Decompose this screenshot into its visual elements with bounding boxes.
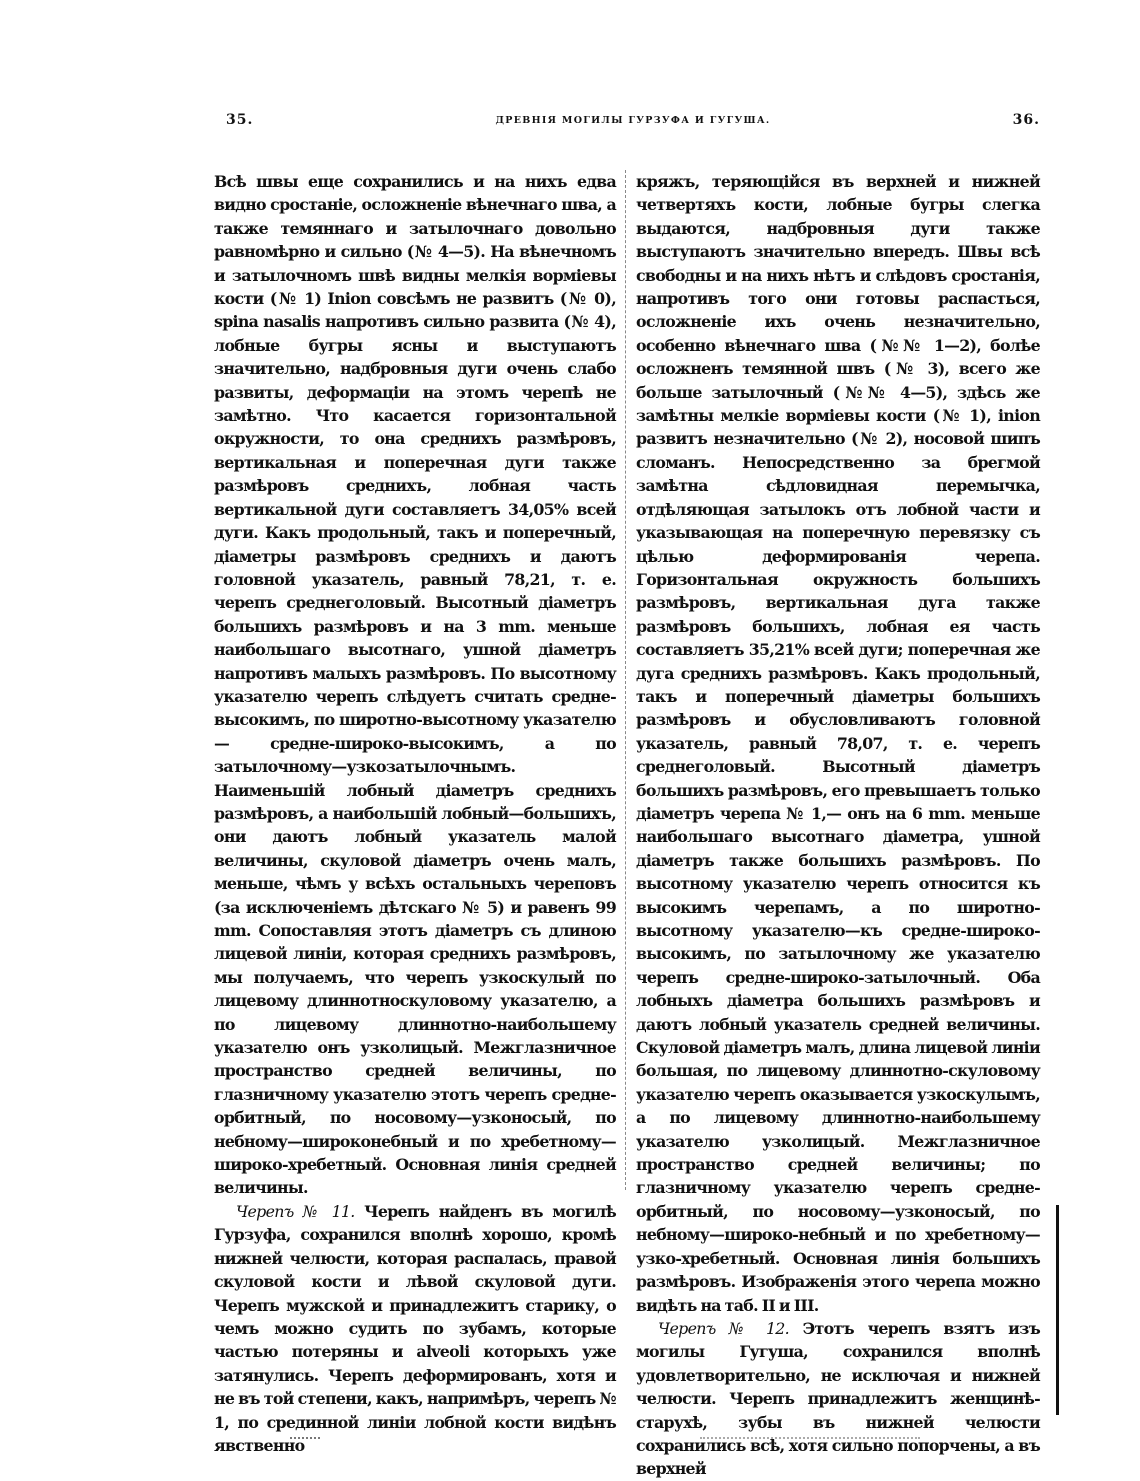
scan-specks — [700, 1437, 920, 1441]
column-divider — [625, 170, 626, 1190]
scan-specks — [290, 1437, 320, 1441]
paragraph-text: Этотъ черепъ взятъ изъ могилы Гугуша, сохранился вполнѣ удовлетворительно, не исключая и нижней челюсти. Черепъ принадлежитъ женщинѣ-старухѣ, зубы въ нижней челюсти сохранились всѣ, хотя сильно попорчены, а въ верхней — [636, 1318, 1040, 1479]
scan-edge-mark — [1056, 1205, 1059, 1415]
page-number-right: 36. — [1012, 112, 1040, 128]
page-number-left: 35. — [226, 112, 254, 128]
skull-heading: Черепъ № 12. — [658, 1318, 789, 1338]
paragraph — [214, 1200, 616, 1457]
right-column — [636, 170, 1040, 1481]
page-header — [226, 112, 1040, 134]
paragraph-text: Черепъ найденъ въ могилѣ Гурзуфа, сохранился вполнѣ хорошо, кромѣ нижней челюсти, которая распалась, правой скуловой кости и лѣвой скуловой дуги. Черепъ мужской и принадлежитъ старику, о чемъ можно судить по зубамъ, которые частью потеряны и alveoli которыхъ уже затянулись. Черепъ деформированъ, хотя и не въ той степени, какъ, напримѣръ, черепъ № 1, по срединной линіи лобной кости видѣнъ явственно — [214, 1201, 616, 1455]
paragraph — [636, 1317, 1040, 1481]
running-title: ДРЕВНІЯ МОГИЛЫ ГУРЗУФА И ГУГУША. — [495, 115, 771, 126]
paragraph: Всѣ швы еще сохранились и на нихъ едва видно сростаніе, осложненіе вѣнечнаго шва, а также темяннаго и затылочнаго довольно равномѣрно и сильно (№ 4—5). На вѣнечномъ и затылочномъ швѣ видны мелкія ворміевы кости (№ 1) Inion совсѣмъ не развитъ (№ 0), spina nasalis напротивъ сильно развита (№ 4), лобные бугры ясны и выступаютъ значительно, надбровныя дуги очень слабо развиты, деформаціи на этомъ черепѣ не замѣтно. Что касается горизонтальной окружности, то она среднихъ размѣровъ, вертикальная и поперечная дуги также размѣровъ среднихъ, лобная часть вертикальной дуги составляетъ 34,05% всей дуги. Какъ продольный, такъ и поперечный, діаметры размѣровъ среднихъ и даютъ головной указатель, равный 78,21, т. е. черепъ среднеголовый. Высотный діаметръ большихъ размѣровъ и на 3 mm. меньше наибольшаго высотнаго, ушной діаметръ напротивъ малыхъ размѣровъ. По высотному указателю черепъ слѣдуетъ считать средне-высокимъ, по широтно-высотному указателю — средне-широко-высокимъ, а по затылочному—узкозатылочнымъ. Наименьшій лобный діаметръ среднихъ размѣровъ, а наибольшій лобный—большихъ, они даютъ лобный указатель малой величины, скуловой діаметръ очень малъ, меньше, чѣмъ у всѣхъ остальныхъ череповъ (за исключеніемъ дѣтскаго № 5) и равенъ 99 mm. Сопоставляя этотъ діаметръ съ длиною лицевой линіи, которая среднихъ размѣровъ, мы получаемъ, что черепъ узкоскулый по лицевому длиннотноскуловому указателю, а по лицевому длиннотно-наибольшему указателю онъ узколицый. Межглазничное пространство средней величины, по глазничному указателю этотъ черепъ средне-орбитный, по носовому—узконосый, по небному—широконебный и по хребетному—широко-хребетный. Основная линія средней величины. — [214, 172, 616, 1198]
skull-heading: Черепъ № 11. — [236, 1201, 355, 1221]
left-column — [214, 170, 616, 1457]
paragraph: кряжъ, теряющійся въ верхней и нижней четвертяхъ кости, лобные бугры слегка выдаются, надбровныя дуги также выступаютъ значительно впередъ. Швы всѣ свободны и на нихъ нѣтъ и слѣдовъ сростанія, напротивъ того они готовы распасться, осложненіе ихъ очень незначительно, особенно вѣнечнаго шва (№№ 1—2), болѣе осложненъ темянной швъ (№ 3), всего же больше затылочный (№№ 4—5), здѣсь же замѣтны мелкіе ворміевы кости (№ 1), inion развитъ незначительно (№ 2), носовой шипъ сломанъ. Непосредственно за брегмой замѣтна сѣдловидная перемычка, отдѣляющая затылокъ отъ лобной части и указывающая на поперечную перевязку съ цѣлью деформированія черепа. Горизонтальная окружность большихъ размѣровъ, вертикальная дуга также размѣровъ большихъ, лобная ея часть составляетъ 35,21% всей дуги; поперечная же дуга среднихъ размѣровъ. Какъ продольный, такъ и поперечный діаметры большихъ размѣровъ и обусловливаютъ головной указатель, равный 78,07, т. е. черепъ среднеголовый. Высотный діаметръ большихъ размѣровъ, его превышаетъ только діаметръ черепа № 1,— онъ на 6 mm. меньше наибольшаго высотнаго діаметра, ушной діаметръ также большихъ размѣровъ. По высотному указателю черепъ относится къ высокимъ черепамъ, а по широтно-высотному указателю—къ средне-широко-высокимъ, по затылочному же указателю черепъ средне-широко-затылочный. Оба лобныхъ діаметра большихъ размѣровъ и даютъ лобный указатель средней величины. Скуловой діаметръ малъ, длина лицевой линіи большая, по лицевому длиннотно-скуловому указателю черепъ оказывается узкоскулымъ, а по лицевому длиннотно-наибольшему указателю узколицый. Межглазничное пространство средней величины; по глазничному указателю черепъ средне-орбитный, по носовому—узконосый, по небному—широко-небный и по хребетному—узко-хребетный. Основная линія большихъ размѣровъ. Изображенія этого черепа можно видѣть на таб. II и III. — [636, 172, 1040, 1315]
